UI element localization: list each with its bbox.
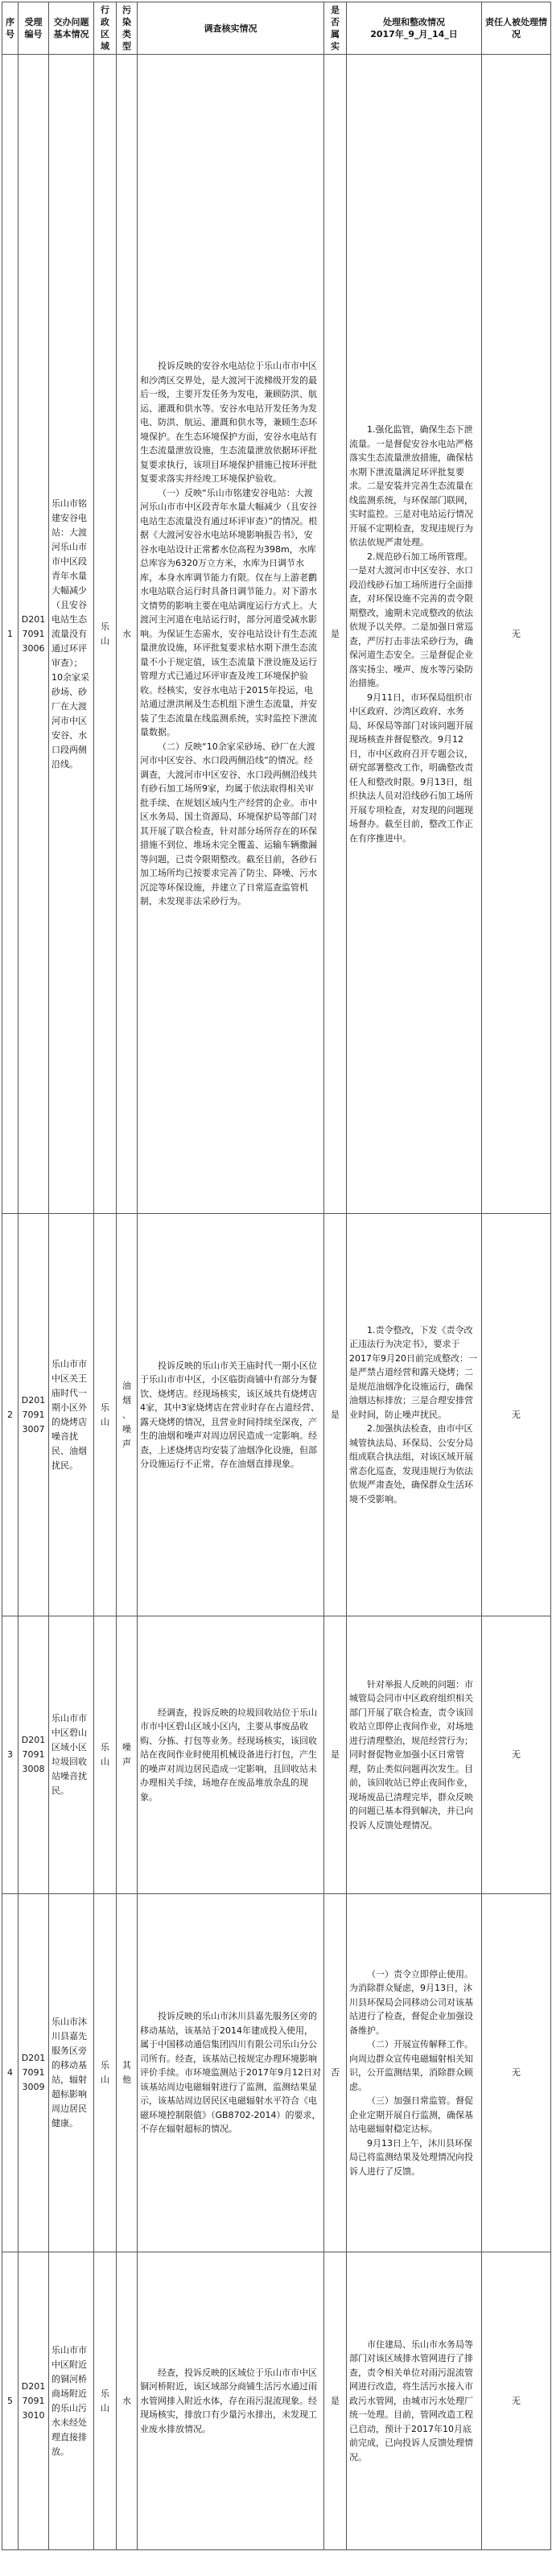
row-valid: 是 — [324, 1214, 347, 1616]
investigation-paragraph: （二）反映“10余家采砂场、砂厂在大渡河市中区安谷、水口段两侧沿线”的情况。经调查，大渡河市中区安谷、水口段两侧沿线共有砂石加工场所9家，均属于依法取得相关审批手续、在规划区域内生产经营的企业。市中区水务局、国土资源局、环境保护局等部门对其开展了联合检查，针对部分场所存在的环保措施不到位、堆场未完全覆盖、运输车辆撒漏等问题，已责令限期整改。截至目前，各砂石加工场所均已按要求完善了防尘、降噪、污水沉淀等环保设施，并建立了日常巡查监管机制，未发现非法采砂行为。 — [140, 741, 317, 907]
row-issue: 乐山市沐川县嘉先服务区旁的移动基站，辐射超标影响周边居民健康。 — [49, 1894, 94, 2252]
row-region: 乐山 — [94, 1214, 117, 1616]
row-handling — [347, 2252, 482, 2550]
header-handling — [347, 2, 482, 55]
handling-paragraph: 1.责令整改，下发《责令改正违法行为决定书》，要求于2017年9月20日前完成整改：一是严禁占道经营和露天烧烤；二是规范油烟净化设施运行，确保油烟达标排放；三是合理安排营业时间，防止噪声扰民。 — [349, 1324, 477, 1420]
handling-paragraph: 9月13日上午，沐川县环保局已将监测结果及处理情况向投诉人进行了反馈。 — [349, 2137, 473, 2177]
row-accountability: 无 — [482, 1616, 551, 1894]
header-region: 行政区域 — [94, 2, 117, 55]
row-handling — [347, 55, 482, 1214]
row-handling — [347, 1894, 482, 2252]
row-handling — [347, 1616, 482, 1894]
row-type: 水 — [117, 2252, 138, 2550]
header-handling-date: 2017年_9_月_14_日 — [370, 29, 458, 39]
header-type: 污染类型 — [117, 2, 138, 55]
investigation-paragraph: 经查，投诉反映的区域位于乐山市市中区铜河桥附近，该区域部分商铺生活污水通过雨水管网排入附近水体，存在雨污混流现象。经现场核实，排放口有少量污水排出，未发现工业废水排放情况。 — [140, 2367, 317, 2434]
handling-paragraph: 2.规范砂石加工场所管理。一是对大渡河市中区安谷、水口段沿线砂石加工场所进行全面排查，对环保设施不完善的责令限期整改，逾期未完成整改的依法依规予以关停。二是加强日常巡查，严厉打击非法采砂行为，确保河道生态安全。三是督促企业落实扬尘、噪声、废水等污染防治措施。 — [349, 551, 473, 688]
row-id: D20170913006 — [19, 55, 49, 1214]
row-issue: 乐山市市中区附近的铜河桥商场附近的乐山污水未经处理直接排放。 — [49, 2252, 94, 2550]
row-handling — [347, 1214, 482, 1616]
row-id: D20170913009 — [19, 1894, 49, 2252]
row-index: 5 — [2, 2252, 19, 2550]
investigation-paragraph: 投诉反映的乐山市沐川县嘉先服务区旁的移动基站，该基站于2014年建成投入使用，属于中国移动通信集团四川有限公司乐山分公司所有。经查，该基站已按规定办理环境影响评价手续。市环境监测站于2017年9月12日对该基站周边电磁辐射进行了监测，监测结果显示，该基站周边居民区电磁辐射水平符合《电磁环境控制限值》（GB8702-2014）的要求，不存在辐射超标的情况。 — [140, 2011, 321, 2135]
row-accountability: 无 — [482, 1214, 551, 1616]
row-id: D20170913008 — [19, 1616, 49, 1894]
row-issue: 乐山市铭建安谷电站：大渡河乐山市市中区段青年水量大幅减少（且安谷电站生态流量没有通过环评审查）；10余家采砂场、砂厂在大渡河市中区安谷、水口段两侧沿线。 — [49, 55, 94, 1214]
row-issue: 乐山市市中区碧山区域小区垃圾回收站噪音扰民。 — [49, 1616, 94, 1894]
table-row — [2, 1616, 551, 1894]
row-type: 水 — [117, 55, 138, 1214]
row-accountability: 无 — [482, 2252, 551, 2550]
investigation-paragraph: （一）反映“乐山市铭建安谷电站：大渡河乐山市市中区段青年水量大幅减少（且安谷电站生态流量没有通过环评审查）”的情况。根据《大渡河安谷水电站环境影响报告书》，安谷水电站设计正常蓄水位高程为398m，水库总库容为6320万立方米，水库为日调节水库，本身水库调节能力有限。仅在与上游老鹳水电站联合运行时具备日调节能力。对下游水文情势的影响主要在电站调度运行方式上。大渡河主河道在电站运行时，部分河道受减水影响。为保证生态需水，安谷电站设计有生态流量泄放设施，环评批复要求枯水期下泄生态流量不小于规定值，该生态流量下泄设施及运行管理方式已通过环评审查及竣工环境保护验收。经核实，安谷水电站于2015年投运，电站通过泄洪闸及生态机组下泄生态流量，并安装了生态流量在线监测系统，实时监控下泄流量数据。 — [140, 487, 318, 738]
row-region: 乐山 — [94, 2252, 117, 2550]
header-handling-title: 处理和整改情况 — [383, 17, 445, 27]
row-index: 4 — [2, 1894, 19, 2252]
row-investigation — [138, 55, 324, 1214]
header-id: 受理编号 — [19, 2, 49, 55]
row-accountability: 无 — [482, 55, 551, 1214]
handling-paragraph: （二）开展宣传解释工作。向周边群众宣传电磁辐射相关知识，公开监测结果，消除群众顾虑。 — [349, 2039, 473, 2092]
row-issue: 乐山市市中区关王庙时代一期小区外的烧烤店噪音扰民、油烟扰民。 — [49, 1214, 94, 1616]
table-row — [2, 55, 551, 1214]
row-valid: 是 — [324, 55, 347, 1214]
row-investigation — [138, 1894, 324, 2252]
row-region: 乐山 — [94, 1894, 117, 2252]
row-valid: 否 — [324, 1894, 347, 2252]
handling-paragraph: 市住建局、乐山市水务局等部门对该区域排水管网进行了排查，责令相关单位对雨污混流管网进行改造，将生活污水接入市政污水管网，由城市污水处理厂统一处理。目前，管网改造工程已启动，预计于2017年10月底前完成，已向投诉人反馈处理情况。 — [349, 2339, 473, 2462]
table-row — [2, 1894, 551, 2252]
row-investigation — [138, 1214, 324, 1616]
header-accountability: 责任人被处理情况 — [482, 2, 551, 55]
table-row — [2, 1214, 551, 1616]
investigation-paragraph: 投诉反映的安谷水电站位于乐山市市中区和沙湾区交界处，是大渡河干流梯级开发的最后一级，主要开发任务为发电，兼顾防洪、航运、灌溉和供水等。安谷水电站开发任务为发电、防洪、航运、灌溉和供水等，兼顾生态环境保护。在生态环境保护方面，安谷水电站有生态流量泄放设施，生态流量泄放依据环评批复要求执行，该项目环境保护措施已按环评批复要求落实并经竣工环境保护验收。 — [140, 361, 317, 485]
row-index: 2 — [2, 1214, 19, 1616]
complaint-table — [2, 2, 551, 2550]
row-type: 噪声 — [117, 1616, 138, 1894]
handling-paragraph: 1.强化监管，确保生态下泄流量。一是督促安谷水电站严格落实生态流量泄放措施，确保枯水期下泄流量满足环评批复要求。二是安装并完善生态流量在线监测系统，与环保部门联网，实时监控。三是对电站运行情况开展不定期检查，发现违规行为依法依规严肃处理。 — [349, 424, 473, 547]
header-index: 序号 — [2, 2, 19, 55]
table-header-row — [2, 2, 551, 55]
handling-paragraph: （一）责令立即停止使用。为消除群众疑虑，9月13日，沐川县环保局会同移动公司对该基站进行了检查，督促企业加强设备维护。 — [349, 1968, 473, 2036]
handling-paragraph: 9月11日，市环保局组织市中区政府、沙湾区政府、水务局、环保局等部门对该问题开展现场核查并督促整改。9月12日，市中区政府召开专题会议，研究部署整改工作，明确整改责任人和整改时限。9月13日，组织执法人员对沿线砂石加工场所开展专项检查，对发现的问题现场督办。截至目前，整改工作正在有序推进中。 — [349, 691, 473, 844]
handling-paragraph: （三）加强日常监管。督促企业定期开展自行监测，确保基站电磁辐射稳定达标。 — [349, 2095, 473, 2135]
row-index: 3 — [2, 1616, 19, 1894]
investigation-paragraph: 投诉反映的乐山市关王庙时代一期小区位于乐山市市中区，小区临街商铺中有部分为餐饮、烧烤店。经现场核实，该区域共有烧烤店4家，其中3家烧烤店在营业时存在占道经营、露天烧烤的情况，且营业时间持续至深夜，产生的油烟和噪声对周边居民造成一定影响。经查，上述烧烤店均安装了油烟净化设施，但部分设施运行不正常，存在油烟直排现象。 — [140, 1360, 319, 1469]
row-investigation — [138, 1616, 324, 1894]
row-valid: 是 — [324, 2252, 347, 2550]
row-index: 1 — [2, 55, 19, 1214]
row-valid: 是 — [324, 1616, 347, 1894]
row-region: 乐山 — [94, 55, 117, 1214]
investigation-paragraph: 经调查，投诉反映的垃圾回收站位于乐山市市中区碧山区域小区内，主要从事废品收购、分拣、打包等业务。经现场核实，该回收站在夜间作业时使用机械设备进行打包，产生的噪声对周边居民造成一定影响，且回收站未办理相关手续，场地存在废品堆放杂乱的现象。 — [140, 1707, 317, 1802]
table-row — [2, 2252, 551, 2550]
handling-paragraph: 针对举报人反映的问题：市城管局会同市中区政府组织相关部门开展了联合检查，责令该回收站立即停止夜间作业，对场地进行清理整治，规范经营行为；同时督促物业加强小区日常管理，防止类似问题再次发生。目前，该回收站已停止夜间作业，现场废品已清理完毕，群众反映的问题已基本得到解决，并已向投诉人反馈处理情况。 — [349, 1678, 473, 1831]
header-investigation: 调查核实情况 — [138, 2, 324, 55]
row-id: D20170913007 — [19, 1214, 49, 1616]
row-investigation — [138, 2252, 324, 2550]
row-type: 其他 — [117, 1894, 138, 2252]
handling-paragraph: 2.加强执法检查，由市中区城管执法局、环保局、公安分局组成联合执法组，对该区域开展常态化巡查，发现违规行为依法依规严肃查处，确保群众生活环境不受影响。 — [349, 1423, 473, 1505]
row-type: 油烟、噪声 — [117, 1214, 138, 1616]
header-valid: 是否属实 — [324, 2, 347, 55]
row-id: D20170913010 — [19, 2252, 49, 2550]
row-accountability: 无 — [482, 1894, 551, 2252]
row-region: 乐山 — [94, 1616, 117, 1894]
header-issue: 交办问题基本情况 — [49, 2, 94, 55]
